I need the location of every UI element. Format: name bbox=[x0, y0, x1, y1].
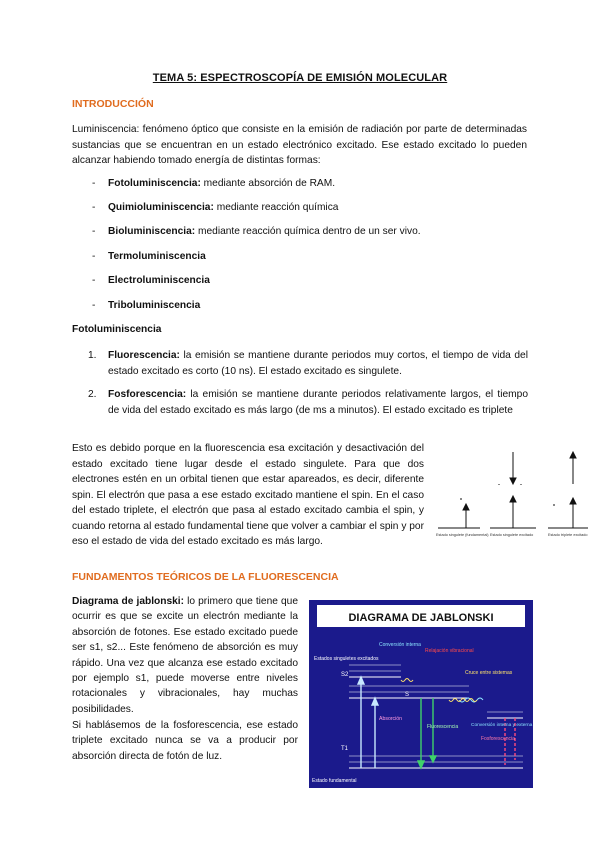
list-item: - Bioluminiscencia: mediante reacción química dentro de un ser vivo. bbox=[92, 226, 421, 237]
list-item: - Termoluminiscencia bbox=[92, 251, 206, 262]
internal-conversion-label: Conversión interna bbox=[379, 642, 421, 648]
ext-conversion-label: Conversión interna y externa bbox=[471, 723, 533, 728]
spin-label: Estado singulete (fundamental) bbox=[436, 533, 489, 537]
phosphorescence-paragraph: Si hablásemos de la fosforescencia, ese estado triplete excitado nunca se va a producir por absorción directa de fotón de luz. bbox=[72, 720, 298, 762]
list-item: - Quimioluminiscencia: mediante reacción química bbox=[92, 202, 339, 213]
ground-label: Estado fundamental bbox=[312, 778, 357, 784]
jablonski-diagram bbox=[309, 600, 533, 788]
list-item: - Electroluminiscencia bbox=[92, 275, 210, 286]
intro-heading: INTRODUCCIÓN bbox=[72, 98, 154, 110]
phosphorescence-label: Fosforescencia bbox=[481, 736, 515, 742]
s2-label: S2 bbox=[341, 672, 349, 678]
list-item: 2. Fosforescencia: la emisión se mantiene durante periodos relativamente largos, el tiempo de vida del estado excitado es más largo (de ms a minutos). El estado excitado es triplete bbox=[88, 389, 528, 416]
intersystem-label: Cruce entre sistemas bbox=[465, 670, 513, 676]
spin-label: Estado singulete excitado bbox=[490, 533, 534, 537]
spin-label: Estado triplete excitado bbox=[548, 533, 588, 537]
spin-explanation: Esto es debido porque en la fluorescencia esa excitación y desactivación del estado excitado tiene lugar desde el estado singulete. Para que dos electrones estén en un orbital tienen que estar apareados, es decir, diferente spin. El electrón que pasa a ese estado excitado mantiene el spin. En el caso del estado triplete, el electrón que pasa al estado excitado cambia el spin, y cuando retorna al estado fundamental tiene que volver a cambiar el spin y por eso el estado de vida del estado excitado es más largo. bbox=[72, 443, 424, 547]
page-title: TEMA 5: ESPECTROSCOPÍA DE EMISIÓN MOLECULAR bbox=[152, 72, 448, 84]
jablonski-title: DIAGRAMA DE JABLONSKI bbox=[348, 612, 494, 624]
fundamentos-heading: FUNDAMENTOS TEÓRICOS DE LA FLUORESCENCIA bbox=[72, 571, 339, 583]
list-item: 1. Fluorescencia: la emisión se mantiene durante periodos muy cortos, el tiempo de vida del estado excitado es corto (10 ns). El estado excitado es singulete. bbox=[88, 350, 528, 377]
singlet-states-label: Estados singuletes excitados bbox=[314, 656, 379, 662]
photoluminescence-heading: Fotoluminiscencia bbox=[72, 324, 162, 335]
spin-states-figure bbox=[428, 448, 588, 548]
fluorescence-label: Fluorescencia bbox=[427, 724, 459, 730]
jablonski-paragraph: Diagrama de jablonski: lo primero que tiene que ocurrir es que se excite un electrón mediante la absorción de fotones. Ese estado excitado puede ser s1, s2... Este fenómeno de absorción es muy rápido. Una vez que alcanza ese estado excitado por ejemplo s1, puede moverse entre niveles rotacionales y vibracionales, hay muchas posibilidades. bbox=[72, 596, 299, 715]
vib-relax-label: Relajación vibracional bbox=[425, 648, 474, 654]
intro-paragraph: Luminiscencia: fenómeno óptico que consiste en la emisión de radiación por parte de determinadas sustancias que se encuentran en un estado electrónico excitado. Ese estado excitado lo pueden alcanzar habiendo tomado energía de distintas formas: bbox=[72, 124, 527, 166]
absorption-label: Absorción bbox=[379, 716, 403, 722]
t1-label: T1 bbox=[341, 746, 349, 752]
s1-label: S bbox=[405, 692, 410, 698]
list-item: - Fotoluminiscencia: mediante absorción de RAM. bbox=[92, 178, 336, 189]
list-item: - Triboluminiscencia bbox=[92, 300, 201, 311]
